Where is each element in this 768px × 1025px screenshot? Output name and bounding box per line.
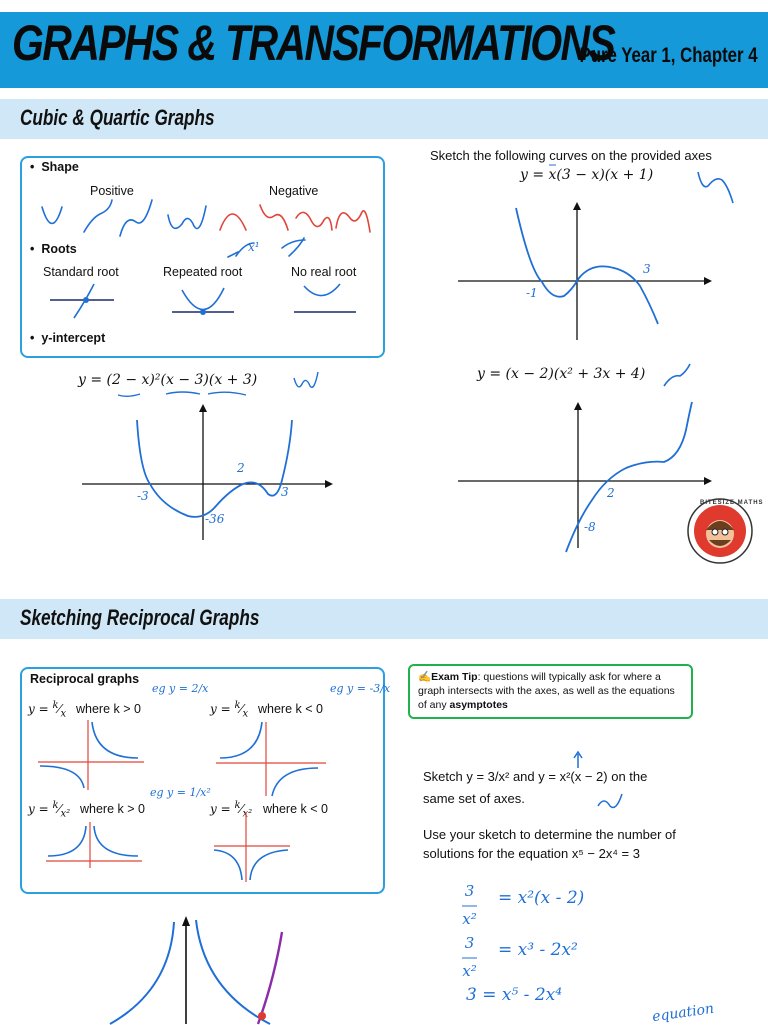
no-real-root-label: No real root bbox=[291, 265, 357, 279]
work-frac-1: 3 ― x² bbox=[462, 882, 477, 928]
work-line-1: = x²(x - 2) bbox=[498, 888, 585, 908]
sketch-instruction: Sketch the following curves on the provided axes bbox=[430, 148, 712, 163]
positive-label: Positive bbox=[90, 184, 134, 198]
recip-cond-a: where k > 0 bbox=[76, 702, 141, 716]
annot-x1: x¹ bbox=[248, 240, 260, 254]
equation-3: y = (x − 2)(x² + 3x + 4) bbox=[477, 366, 646, 382]
page-title: GRAPHS & TRANSFORMATIONS bbox=[12, 15, 615, 71]
section-title-reciprocal: Sketching Reciprocal Graphs bbox=[20, 605, 260, 630]
shape-label: • Shape bbox=[30, 160, 79, 174]
standard-root-label: Standard root bbox=[43, 265, 119, 279]
graph2-label-d: -36 bbox=[205, 512, 225, 526]
work-line-2: = x³ - 2x² bbox=[498, 940, 578, 960]
sketch-question-line2: same set of axes. bbox=[423, 791, 525, 806]
recip-note-c: eg y = 1/x² bbox=[150, 786, 211, 799]
yint-label: • y-intercept bbox=[30, 331, 106, 345]
recip-eq-d: $y = ^k⁄_{x^2}$ bbox=[210, 800, 253, 820]
recip-eq-a: $y = ^k⁄_x$ bbox=[28, 700, 67, 720]
graph1-label-b: 3 bbox=[643, 262, 651, 276]
recip-note-b: eg y = -3/x bbox=[330, 682, 391, 695]
section-title-cubic: Cubic & Quartic Graphs bbox=[20, 105, 215, 130]
use-sketch-line2: solutions for the equation x⁵ − 2x⁴ = 3 bbox=[423, 846, 640, 861]
reciprocal-heading: Reciprocal graphs bbox=[30, 672, 140, 686]
graph3-label-a: 2 bbox=[607, 486, 615, 500]
exam-tip-text: ✍Exam Tip: questions will typically ask for where a graph intersects with the axes, as well as the equations of any asymptotes bbox=[418, 671, 675, 711]
repeated-root-label: Repeated root bbox=[163, 265, 243, 279]
recip-eq-b: $y = ^k⁄_x$ bbox=[210, 700, 249, 720]
equation-2: y = (2 − x)²(x − 3)(x + 3) bbox=[78, 372, 258, 388]
use-sketch-line1: Use your sketch to determine the number of bbox=[423, 827, 676, 842]
roots-label: • Roots bbox=[30, 242, 77, 256]
recip-note-a: eg y = 2/x bbox=[152, 682, 209, 695]
graph2-label-b: 2 bbox=[237, 461, 245, 475]
work-line-3: 3 = x⁵ - 2x⁴ bbox=[466, 985, 563, 1005]
recip-cond-c: where k > 0 bbox=[80, 802, 145, 816]
pencil-icon: ✍ bbox=[418, 671, 432, 683]
page-subtitle: Pure Year 1, Chapter 4 bbox=[579, 44, 758, 67]
graph1-label-a: -1 bbox=[526, 286, 538, 300]
recip-cond-d: where k < 0 bbox=[263, 802, 328, 816]
graph2-label-a: -3 bbox=[137, 489, 149, 503]
graph2-label-c: 3 bbox=[281, 485, 289, 499]
graph3-label-b: -8 bbox=[584, 520, 596, 534]
logo-text: BITESIZE MATHS bbox=[700, 500, 764, 506]
recip-cond-b: where k < 0 bbox=[258, 702, 323, 716]
sketch-question-line1: Sketch y = 3/x² and y = x²(x − 2) on the bbox=[423, 769, 648, 784]
work-frac-2: 3 ― x² bbox=[462, 934, 477, 980]
equation-1: y = x(3 − x)(x + 1) bbox=[520, 167, 654, 183]
work-tail: equation bbox=[651, 1000, 715, 1025]
negative-label: Negative bbox=[269, 184, 319, 198]
recip-eq-c: $y = ^k⁄_{x^2}$ bbox=[28, 800, 71, 820]
